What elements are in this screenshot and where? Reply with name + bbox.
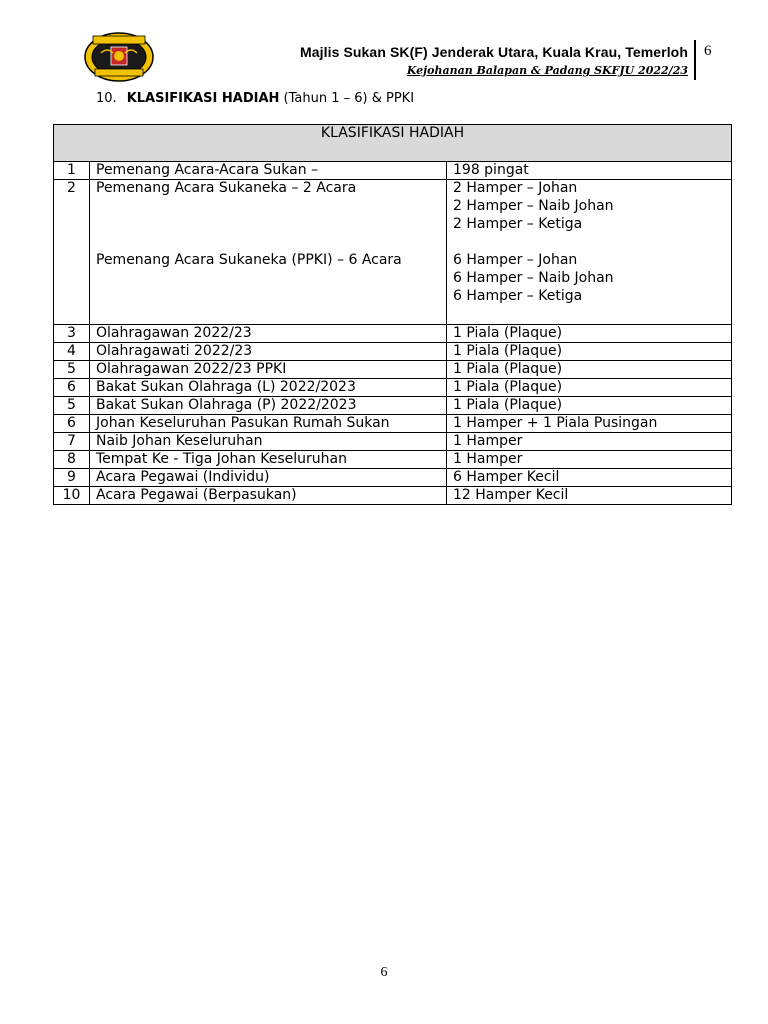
prize-line: 2 Hamper – Ketiga [453,216,583,232]
row-number: 6 [54,415,90,433]
row-item: Pemenang Acara-Acara Sukan – [90,162,447,180]
row-prize: 12 Hamper Kecil [447,487,732,505]
document-header-subtitle: Kejohanan Balapan & Padang SKFJU 2022/23 [406,64,688,77]
row-prize: 198 pingat [447,162,732,180]
row-number: 8 [54,451,90,469]
row-item: Acara Pegawai (Berpasukan) [90,487,447,505]
row-number: 6 [54,379,90,397]
row-prize: 1 Piala (Plaque) [447,343,732,361]
row-number: 10 [54,487,90,505]
table-row [54,162,732,180]
table-row [54,415,732,433]
row-prize: 1 Hamper [447,433,732,451]
row-number: 7 [54,433,90,451]
footer-page-number: 6 [380,965,388,980]
table-row [54,487,732,505]
header-divider [694,40,696,80]
school-logo [83,31,155,83]
row-item-b: Pemenang Acara Sukaneka (PPKI) – 6 Acara [96,252,402,268]
row-item: Bakat Sukan Olahraga (L) 2022/2023 [90,379,447,397]
table-caption: KLASIFIKASI HADIAH [54,125,732,162]
row-item: Olahragawan 2022/23 PPKI [90,361,447,379]
row-prize: 1 Hamper + 1 Piala Pusingan [447,415,732,433]
row-prize: 1 Piala (Plaque) [447,379,732,397]
row-item: Tempat Ke - Tiga Johan Keseluruhan [90,451,447,469]
row-prize: 1 Hamper [447,451,732,469]
table-row [54,451,732,469]
table-row [54,343,732,361]
row-prize: 1 Piala (Plaque) [447,397,732,415]
row-number: 3 [54,325,90,343]
section-number: 10. [96,91,117,106]
prize-line: 6 Hamper – Naib Johan [453,270,614,286]
row-prize: 1 Piala (Plaque) [447,325,732,343]
table-row [54,469,732,487]
table-row [54,325,732,343]
section-heading [96,91,414,106]
row-item: Olahragawati 2022/23 [90,343,447,361]
prize-classification-table [53,124,732,505]
prize-line: 2 Hamper – Naib Johan [453,198,614,214]
row-prize [447,180,732,325]
prize-line: 6 Hamper – Ketiga [453,288,583,304]
row-item: Naib Johan Keseluruhan [90,433,447,451]
table-row [54,180,732,325]
row-prize: 1 Piala (Plaque) [447,361,732,379]
row-item: Olahragawan 2022/23 [90,325,447,343]
row-number: 5 [54,361,90,379]
row-prize: 6 Hamper Kecil [447,469,732,487]
prize-line: 2 Hamper – Johan [453,180,578,196]
row-item: Acara Pegawai (Individu) [90,469,447,487]
header-page-number: 6 [704,43,712,59]
row-item [90,180,447,325]
table-row [54,361,732,379]
row-item-a: Pemenang Acara Sukaneka – 2 Acara [96,180,357,196]
row-number: 4 [54,343,90,361]
row-number: 9 [54,469,90,487]
prize-line: 6 Hamper – Johan [453,252,578,268]
document-header-title: Majlis Sukan SK(F) Jenderak Utara, Kuala Krau, Temerloh [299,44,688,60]
row-item: Johan Keseluruhan Pasukan Rumah Sukan [90,415,447,433]
table-row [54,433,732,451]
table-caption-row [54,125,732,162]
table-row [54,379,732,397]
row-number: 1 [54,162,90,180]
section-title-rest: (Tahun 1 – 6) & PPKI [279,91,415,106]
row-number: 5 [54,397,90,415]
section-title-bold: KLASIFIKASI HADIAH [126,91,280,106]
row-number: 2 [54,180,90,325]
row-item: Bakat Sukan Olahraga (P) 2022/2023 [90,397,447,415]
table-row [54,397,732,415]
